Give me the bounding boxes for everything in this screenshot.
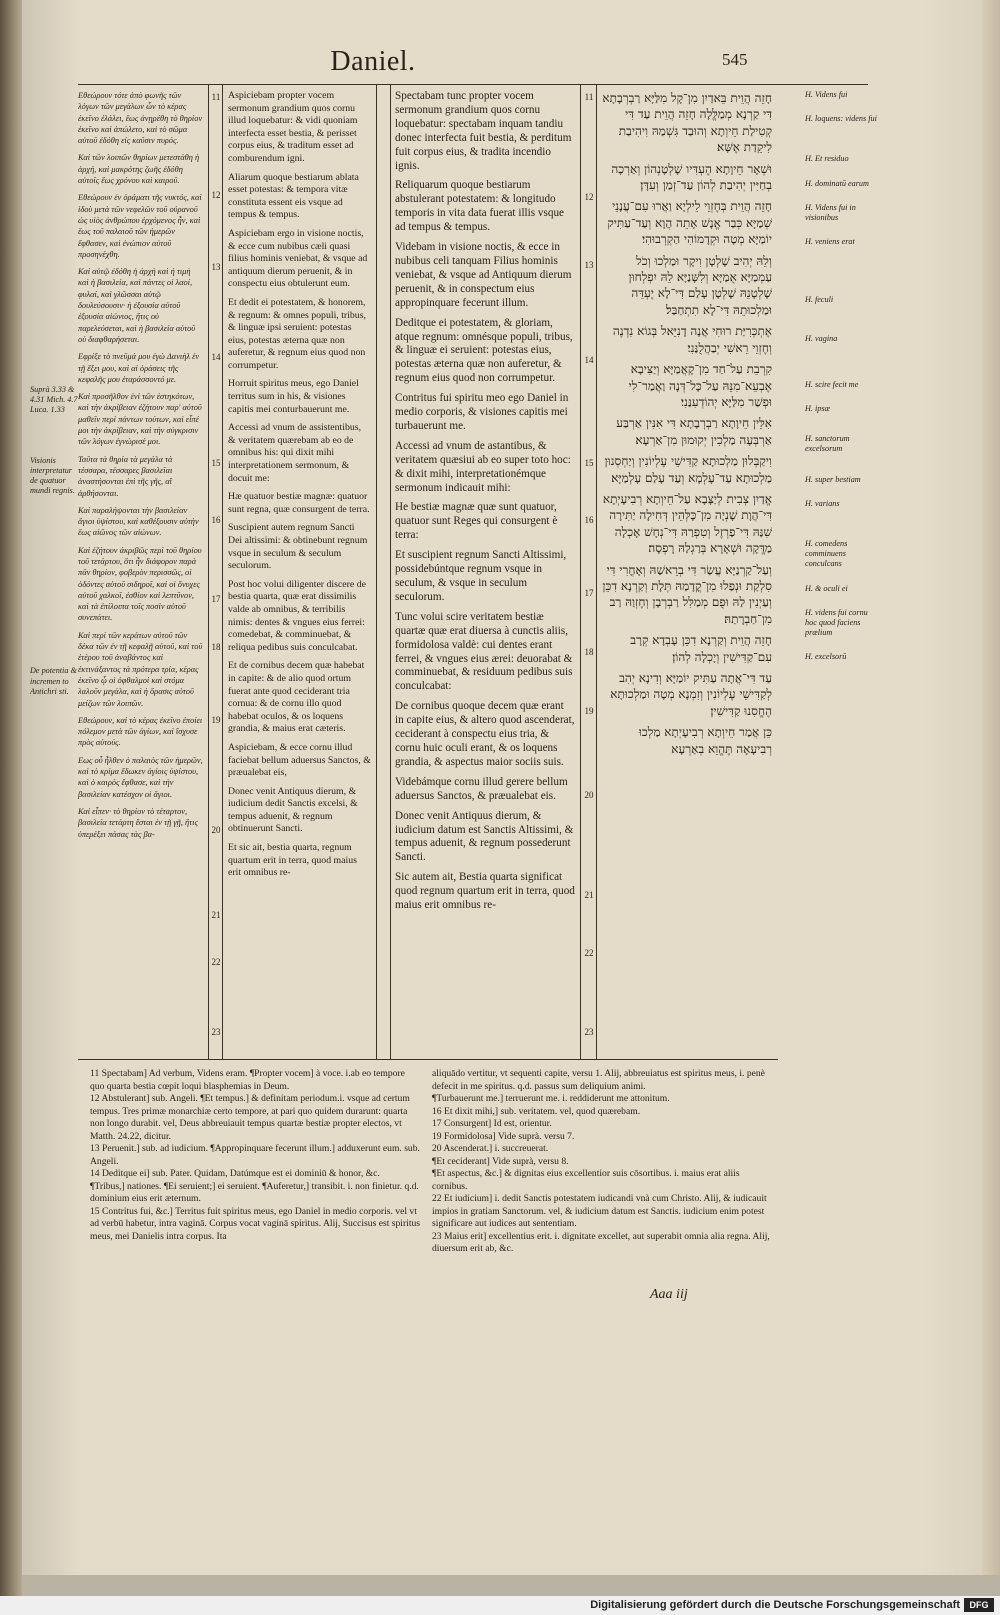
verse-number: 13 [211,262,221,272]
column-divider [376,84,377,1059]
column-divider [580,84,581,1059]
footnote: 22 Et iudicium] i. dedit Sanctis potestatem iudicandi vnà cum Christo. Alij, & iudicauit impios in gratiam Sanctorum. vel, & iudicium datum est Sanctis. iudicium enim potest significare aut iudices aut sententiam. [432,1193,767,1229]
footnote: ¶Tribus,] nationes. ¶Ei seruient;] ei seruient. ¶Auferetur,] transibit. i. non finietur. q.d. dominium eius erit æternum. [90,1180,419,1204]
hebrew-verse: חָזֵה הֲוֵית בְּחֶזְוֵי לֵילְיָא וַאֲרוּ עִם־עֲנָנֵי שְׁמַיָּא כְּבַר אֱנָשׁ אָתֵה הֲוָא וְעַד־עַתִּיק יוֹמַיָּא מְטָה וּקְדָמוֹהִי הַקְרְבוּהִי׃ [607,199,772,247]
verse-number: 13 [584,260,594,270]
latin-verse: He bestiæ magnæ quæ sunt quatuor, quatuor sunt Reges qui consurgent è terra: [395,501,558,542]
page-title: Daniel. [330,46,416,77]
footnote: 17 Consurgent] Id est, orientur. [432,1118,552,1129]
greek-verse: Εθεώρουν, καὶ τὸ κέρας ἐκεῖνο ἐποίει πόλεμον μετὰ τῶν ἁγίων, καὶ ἴσχυσε πρὸς αὐτούς. [78,715,203,748]
footnotes-left [90,1068,420,1278]
greek-verse: Εθεώρουν τότε ἀπὸ φωνῆς τῶν λόγων τῶν μεγάλων ὧν τὸ κέρας ἐκεῖνο ἐλάλει, ἕως ἀνῃρέθη τὸ θηρίον ἐκεῖνο καὶ ἀπώλετο, καὶ τὸ σῶμα αὐτοῦ ἐδόθη εἰς καῦσιν πυρός. [78,91,203,146]
greek-verse: Καὶ προσῆλθον ἑνὶ τῶν ἑστηκότων, καὶ τὴν ἀκρίβειαν ἐζήτουν παρ' αὐτοῦ μαθεῖν περὶ πάντων τούτων, καὶ εἶπέ μοι τὴν ἀκρίβειαν, καὶ τὴν σύγκρισιν τῶν λόγων ἐγνώρισέ μοι. [78,392,202,447]
margin-note: H. videns fui cornu hoc quod faciens prælium [805,607,868,638]
latin-verse: Et suscipient regnum Sancti Altissimi, possidebúntque regnum vsque in seculum, & vsque in seculum seculorum. [395,549,567,603]
margin-note: De potentia & incremen to Antichri sti. [30,666,77,696]
footnote: 12 Abstulerant] sub. Angeli. ¶Et tempus.] & definitam periodum.i. vsque ad certum tempus. Tres primæ monarchiæ certo tempore, at pari quo quidem durarunt: quarta non longo durabit. vel, Deus abbreuiauit tempus quartæ bestiæ propter electos, vt Matth. 24.22, dicitur. [90,1093,410,1142]
margin-note: H. loquens: videns fui [805,114,877,124]
margin-note: H. Videns fui [805,90,848,99]
latin-verse: Videbam in visione noctis, & ecce in nubibus celi tanquam Filius hominis veniebat, & vsque ad Antiquum dierum peruenit, & in conspectum eius appropinquare fecerunt illum. [395,241,572,309]
verse-number: 11 [584,92,594,102]
footnote: 20 Ascenderat.] i. succreuerat. [432,1143,549,1154]
margin-note: H. veniens erat [805,237,855,247]
margin-note: H. feculi [805,295,834,305]
footnote: 16 Et dixit mihi,] sub. veritatem. vel, quod quærebam. [432,1105,641,1117]
verse-number: 18 [211,642,221,652]
verse-number: 21 [584,890,594,900]
latin-verse: Tunc volui scire veritatem bestiæ quartæ quæ erat diuersa à cunctis aliis, formidolosa valdè: cui dentes erant ferrei, & vngues eius ærei: deuorabat & comminuebat, & residuum pedibus suis conculcabat: [395,610,573,693]
right-margin-notes [805,90,880,1050]
verse-number: 22 [211,957,221,967]
greek-text-column [78,90,203,1055]
latin-verse: Accessi ad vnum de assistentibus, & veritatem quærebam ab eo de omnibus his: qui dixit mihi interpretationem sermonum, & docuit me: [228,422,362,484]
verse-number: 18 [584,647,594,657]
verse-number: 19 [211,715,221,725]
hebrew-verse: אֶתְכְּרִיַּת רוּחִי אֲנָה דָנִיֵּאל בְּגוֹא נִדְנֶה וְחֶזְוֵי רֵאשִׁי יְבַהֲלֻנַּנִי׃ [612,324,772,355]
left-margin-notes [30,385,80,905]
hebrew-verse: וִיקַבְּלוּן מַלְכוּתָא קַדִּישֵׁי עֶלְיוֹנִין וְיַחְסְנוּן מַלְכוּתָא עַד־עָלְמָא וְעַד עָלַם עָלְמַיָּא׃ [604,454,772,485]
footnote-rule [78,1059,778,1060]
latin-verse: Donec venit Antiquus dierum, & iudicium dedit Sanctis excelsi, & tempus aduenit, & regnum obtinuerunt Sancti. [228,785,358,835]
greek-verse: Καὶ περὶ τῶν κεράτων αὐτοῦ τῶν δέκα τῶν ἐν τῇ κεφαλῇ αὐτοῦ, καὶ τοῦ ἑτέρου τοῦ ἀναβάντος καὶ ἐκτινάξαντος τὰ πρότερα τρία, κέρας ἐκεῖνο ᾧ οἱ ὀφθαλμοὶ καὶ στόμα λαλοῦν μεγάλα, καὶ ἡ ὅρασις αὐτοῦ μείζων τῶν λοιπῶν. [78,630,203,708]
hebrew-verse: חָזֵה הֲוֵית בֵּאדַיִן מִן־קָל מִלַּיָּא רַבְרְבָתָא דִּי קַרְנָא מְמַלֱּלָה חָזֵה הֲוֵית עַד דִּי קְטִילַת חֵיוְתָא וְהוּבַד גִּשְׁמַהּ וִיהִיבַת לִיקֵדַת אֶשָּׁא׃ [602,91,772,155]
footnote: ¶Et ceciderant] Vide suprà, versu 8. [432,1155,569,1167]
greek-verse: Ταῦτα τὰ θηρία τὰ μεγάλα τὰ τέσσαρα, τέσσαρες βασιλεῖαι ἀναστήσονται ἐπὶ τῆς γῆς, αἳ ἀρθήσονται. [78,454,173,498]
margin-note: H. comedens comminuens conculcans [805,539,848,569]
page-number: 545 [722,50,748,69]
margin-note: H. ipsæ [805,404,831,414]
footer-credit: Digitalisierung gefördert durch die Deutsche Forschungsgemeinschaft [590,1599,960,1611]
margin-note: H. varians [805,498,840,508]
latin-verse: Videbámque cornu illud gerere bellum aduersus Sanctos, & præualebat eis. [395,775,568,802]
latin-verse: Et sic ait, bestia quarta, regnum quartum erit in terra, quod maius erit omnibus re- [228,842,357,879]
latin-verse: Contritus fui spiritu meo ego Daniel in medio corporis, & visiones capitis mei turbauerunt me. [395,392,569,432]
hebrew-verse: כֵּן אֲמַר חֵיוְתָא רְבִיעָיְתָא מַלְכוּ רְבִיעָאָה תֶּהֱוֵא בְאַרְעָא [638,725,772,756]
footnote: 15 Contritus fui, &c.] Territus fuit spiritus meus, ego Daniel in medio corporis. vel vt ad verbū habetur, intra vaginā. Corpus vocat vaginā spiritus. Alij, Succisus est spiritus meus, mei Danielis intra corpus. Ita [90,1205,420,1242]
latin-verse: Spectabam tunc propter vocem sermonum grandium quos cornu loquebatur: spectabam inquam tandiu donec interfecta fuit bestia, & perditum fuit corpus eius, & tradita incendio ignis. [395,90,572,172]
digitization-footer [0,1596,1000,1615]
latin-verse: Sic autem ait, Bestia quarta significat quod regnum quartum erit in terra, quod maius erit omnibus re- [395,871,575,912]
verse-number: 11 [211,92,221,102]
margin-note: H. excelsorū [805,652,847,662]
verse-number: 16 [211,515,221,525]
verse-number: 20 [584,790,594,800]
verse-number: 12 [211,190,221,200]
footnote: 19 Formidolosa] Vide suprà. versu 7. [432,1130,575,1142]
greek-verse: Καὶ τῶν λοιπῶν θηρίων μετεστάθη ἡ ἀρχή, καὶ μακρότης ζωῆς ἐδόθη αὐτοῖς ἕως χρόνου καὶ καιροῦ. [78,153,200,186]
latin-verse: Hæ quatuor bestiæ magnæ: quatuor sunt regna, quæ consurgent de terra. [228,491,370,515]
verse-number: 19 [584,706,594,716]
verse-number: 15 [584,458,594,468]
verse-number: 21 [211,910,221,920]
footnote: aliquādo vertitur, vt sequenti capite, versu 1. Alij, abbreuiatus est spiritus meus, i. penè defecit in me spiritus. q.d. passus sum deliquium animi. [432,1068,765,1092]
latin-verse: Aspiciebam propter vocem sermonum grandium quos cornu illud loquebatur: & vidi quoniam interfecta esset bestia, & perisset corpus eius, & traditum esset ad comburendum igni. [228,90,358,164]
footnote: 14 Deditque ei] sub. Pater. Quidam, Datúmque est ei dominiū & honor, &c. [90,1168,380,1179]
latin-translation-column [395,90,575,1055]
dfg-logo: DFG [964,1598,994,1612]
margin-note: Suprà 3.33 & 4.31 Mich. 4.7 Luca. 1.33 [30,385,78,415]
verse-number: 23 [211,1027,221,1037]
margin-note: H. scire fecit me [805,379,859,389]
footnote: 13 Peruenit.] sub. ad iudicium. ¶Appropinquare fecerunt illum.] adduxerunt eum. sub. Angeli. [90,1143,420,1167]
margin-note: H. Videns fui in visionibus [805,202,856,223]
margin-note: Visionis interpretatur de quatuor mundi regnis. [30,455,75,496]
column-divider [390,84,391,1059]
verse-number: 20 [211,825,221,835]
latin-verse: Accessi ad vnum de astantibus, & veritatem quæsiui ab eo super toto hoc: & dixit mihi, interpretationémque sermonum indicauit mihi: [395,439,571,494]
book-binding [0,0,22,1615]
verse-number: 14 [211,352,221,362]
verse-number: 14 [584,355,594,365]
hebrew-verse: אֱדַיִן צְבִית לְיַצָּבָא עַל־חֵיוְתָא רְבִיעָיְתָא דִּי־הֲוָת שָׁנְיָה מִן־כָּלְּהֵין דְּחִילָה יַתִּירָה שִׁנַּהּ דִּי־פַרְזֶל וְטִפְרַהּ דִּי־נְחָשׁ אָכְלָה מַדֱּקָה וּשְׁאָרָא בְּרַגְלַהּ רָפְסָה׃ [602,491,772,556]
greek-verse: Καὶ αὐτῷ ἐδόθη ἡ ἀρχὴ καὶ ἡ τιμὴ καὶ ἡ βασιλεία, καὶ πάντες οἱ λαοί, φυλαί, καὶ γλῶσσαι αὐτῷ δουλεύσουσιν· ἡ ἐξουσία αὐτοῦ ἐξουσία αἰώνιος, ἥτις οὐ παρελεύσεται, καὶ ἡ βασιλεία αὐτοῦ οὐ διαφθαρήσεται. [78,267,196,344]
margin-note: H. sanctorum excelsorum [805,434,850,454]
verse-number: 17 [584,588,594,598]
latin-verse: Et dedit ei potestatem, & honorem, & regnum: & omnes populi, tribus, & linguæ ipsi seruient: potestas eius, potestas æterna quæ non auferetur, & regnum eius quod non corrumpetur. [228,296,366,371]
verse-number: 12 [584,192,594,202]
latin-verse: De cornibus quoque decem quæ erant in capite eius, & altero quod ascenderat, ceciderant à conspectu eius tria, & cornu huic oculi erant, & os loquens grandia, & aspectus maior sociis suis. [395,700,575,768]
latin-verse: Reliquarum quoque bestiarum abstulerant potestatem: & longitudo temporis in vita data fuerat illis vsque ad tempus & tempus. [395,179,565,234]
latin-verse: Deditque ei potestatem, & gloriam, atque regnum: omnésque populi, tribus, & linguæ ei seruient: potestas eius, potestas æterna quæ non auferetur, & regnum eius quod non corrumpetur. [395,316,573,385]
latin-verse: Suscipient autem regnum Sancti Dei altissimi: & obtinebunt regnum vsque in seculum & seculum seculorum. [228,522,368,572]
greek-verse: Καὶ ἐζήτουν ἀκριβῶς περὶ τοῦ θηρίου τοῦ τετάρτου, ὅτι ἦν διάφορον παρὰ πᾶν θηρίον, φοβερὸν περισσῶς, οἱ ὀδόντες αὐτοῦ σιδηροῖ, καὶ οἱ ὄνυχες αὐτοῦ χαλκοῖ, ἐσθίον καὶ λεπτῦνον, καὶ τὰ ἐπίλοιπα τοῖς ποσὶν αὐτοῦ συνεπάτει. [78,545,202,623]
column-divider [596,84,597,1059]
latin-verse: Aliarum quoque bestiarum ablata esset potestas: & tempora vitæ constituta essent eis vsque ad tempus & tempus. [228,171,359,221]
hebrew-aramaic-column [602,90,772,1055]
latin-verse: Aspiciebam, & ecce cornu illud faciebat bellum aduersus Sanctos, & præualebat eis, [228,741,371,779]
header-rule [78,84,868,85]
hebrew-verse: עַד דִּי־אֲתָה עַתִּיק יוֹמַיָּא וְדִינָא יְהִב לְקַדִּישֵׁי עֶלְיוֹנִין וְזִמְנָא מְטָה וּמַלְכוּתָא הֶחֱסִנוּ קַדִּישִׁין׃ [610,671,772,718]
hebrew-verse: וְלֵהּ יְהִיב שָׁלְטָן וִיקָר וּמַלְכוּ וְכֹל עַמְמַיָּא אֻמַיָּא וְלִשָּׁנַיָּא לֵהּ יִפְלְחוּן שָׁלְטָנֵהּ שָׁלְטָן עָלַם דִּי־לָא יֶעְדֵּה וּמַלְכוּתֵהּ דִּי־לָא תִתְחַבַּל׃ [628,253,772,317]
verse-number: 15 [211,458,221,468]
hebrew-verse: אִלֵּין חֵיוָתָא רַבְרְבָתָא דִּי אִנִּין אַרְבַּע אַרְבְּעָה מַלְכִין יְקוּמוּן מִן־אַרְעָא׃ [616,416,772,447]
latin-verse: Donec venit Antiquus dierum, & iudicium datum est Sanctis Altissimi, & tempus aduenit, & regnum possederunt Sancti. [395,809,574,864]
page-edge [982,0,1000,1575]
margin-note: H. vagina [805,333,838,343]
hebrew-verse: וְעַל־קַרְנַיָּא עֲשַׂר דִּי בְרֵאשַׁהּ וְאָחֳרִי דִּי סִלְקַת וּנְפַלוּ מִן־קֳדָמַהּ תְּלָת וְקַרְנָא דִכֵּן וְעַיְנִין לַהּ וּפֻם מְמַלִּל רַבְרְבָן וְחֶזְוַהּ רַב מִן־חַבְרָתַהּ׃ [602,562,772,626]
latin-verse: Aspiciebam ergo in visione noctis, & ecce cum nubibus cæli quasi filius hominis veniebat, & vsque ad antiquum dierum peruenit, & in conspectu eius obtulerunt eum. [228,227,368,290]
margin-note: H. dominatū earum [805,178,869,188]
hebrew-verse: קִרְבֵת עַל־חַד מִן־קָאֲמַיָּא וְיַצִּיבָא אֶבְעֵא־מִנֵּהּ עַל־כָּל־דְּנָה וַאֲמַר־לִי וּפְשַׁר מִלַּיָּא יְהוֹדְעִנַּנִי׃ [628,362,772,409]
margin-note: H. Et residuo [805,154,849,164]
footnote: ¶Et aspectus, &c.] & dignitas eius excellentior suis cōsortibus. i. maius erat aliis cornibus. [432,1168,740,1192]
hebrew-verse: חָזֵה הֲוֵית וְקַרְנָא דִכֵּן עָבְדָא קְרָב עִם־קַדִּישִׁין וְיָכְלָה לְהוֹן׃ [630,633,772,664]
verse-number: 16 [584,515,594,525]
latin-verse: Horruit spiritus meus, ego Daniel territus sum in his, & visiones capitis mei conturbauerunt me. [228,378,359,415]
greek-verse: Καὶ εἶπεν· τὸ θηρίον τὸ τέταρτον, βασιλεία τετάρτη ἔσται ἐν τῇ γῇ, ἥτις ὑπερέξει πάσας τὰς βα- [78,806,198,839]
footnote: ¶Turbauerunt me.] terruerunt me. i. reddiderunt me attonitum. [432,1093,670,1104]
latin-vulgate-column [228,90,371,1055]
margin-note: H. super bestiam [805,474,861,484]
greek-verse: Εθεώρουν ἐν ὁράματι τῆς νυκτός, καὶ ἰδοὺ μετὰ τῶν νεφελῶν τοῦ οὐρανοῦ ὡς υἱὸς ἀνθρώπου ἐρχόμενος ἦν, καὶ ἕως τοῦ παλαιοῦ τῶν ἡμερῶν ἔφθασεν, καὶ ἐνώπιον αὐτοῦ προσηνέχθη. [78,193,202,259]
signature-mark: Aaa iij [650,1287,688,1302]
hebrew-verse: וּשְׁאָר חֵיוָתָא הֶעְדִּיו שָׁלְטָנְהוֹן וְאַרְכָה בְחַיִּין יְהִיבַת לְהוֹן עַד־זְמַן וְעִדָּן׃ [611,161,772,193]
verse-number: 23 [584,1027,594,1037]
latin-verse: Et de cornibus decem quæ habebat in capite: & de alio quod ortum fuerat ante quod ceciderant tria cornua: & de cornu illo quod habebat oculos, & os loquens grandia, & maius erat cæteris. [228,660,365,735]
footnotes-right [432,1068,770,1278]
latin-verse: Post hoc volui diligenter discere de bestia quarta, quæ erat dissimilis valde ab omnibus, & terribilis nimis: dentes & vngues eius ferrei: comedebat, & comminuebat, & reliqua pedibus suis conculcabat. [228,578,366,653]
footnote: 23 Maius erit] excellentius erit. i. dignitate excellet, aut superabit omnia alia regna. Alij, diuersum erit ab, &c. [432,1230,770,1254]
verse-number: 22 [584,948,594,958]
verse-number: 17 [211,594,221,604]
greek-verse: Εφρίξε τὸ πνεῦμά μου ἐγὼ Δανιὴλ ἐν τῇ ἕξει μου, καὶ αἱ ὁράσεις τῆς κεφαλῆς μου ἐταράσσοντό με. [78,352,200,384]
greek-verse: Καὶ παραλήψονται τὴν βασιλείαν ἅγιοι ὑψίστου, καὶ καθέξουσιν αὐτὴν ἕως αἰῶνος τῶν αἰώνων. [78,505,199,538]
greek-verse: Εως οὗ ἦλθεν ὁ παλαιὸς τῶν ἡμερῶν, καὶ τὸ κρίμα ἔδωκεν ἁγίοις ὑψίστου, καὶ ὁ καιρὸς ἔφθασε, καὶ τὴν βασιλείαν κατέσχον οἱ ἅγιοι. [78,755,203,799]
footnote: 11 Spectabam] Ad verbum, Videns eram. ¶Propter vocem] à voce. i.ab eo tempore quo quarta bestia cœpit loqui blasphemias in Deum. [90,1068,405,1092]
margin-note: H. & oculi ei [805,583,848,593]
